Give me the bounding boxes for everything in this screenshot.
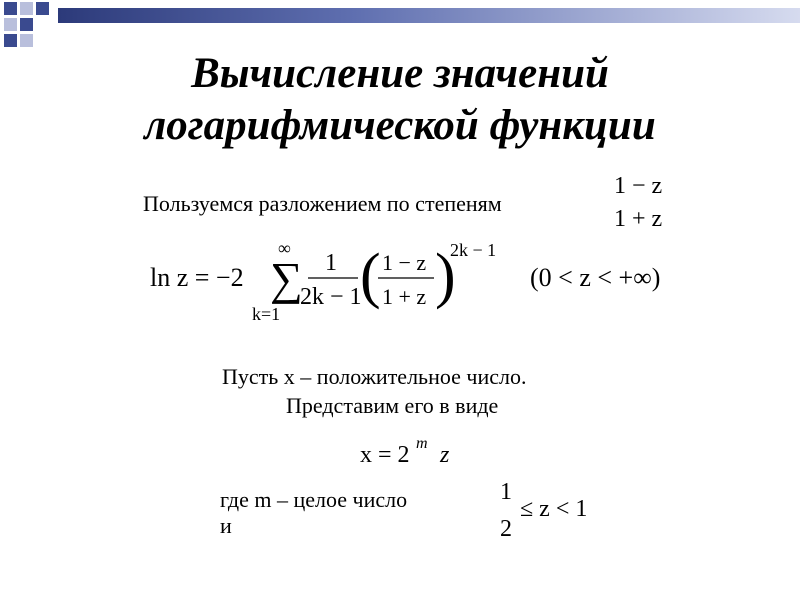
square-decoration [4,2,17,15]
square-decoration [4,34,17,47]
representation-formula [358,430,478,474]
left-paren: ( [360,242,381,310]
header-gradient-bar [58,8,800,23]
sum-upper-limit: ∞ [278,238,291,258]
coef-numerator: 1 [325,250,337,276]
fraction-numerator: 1 − z [614,173,663,199]
where-text-line-2: и [220,513,232,538]
inequality-rest: ≤ z < 1 [520,496,588,522]
domain-condition: (0 < z < +∞) [530,263,661,292]
where-text-line-1: где m – целое число [220,487,408,512]
fraction-denominator: 1 + z [614,206,663,232]
representation-exponent: m [416,435,428,452]
expansion-fraction [600,168,680,238]
intro-text: Пользуемся разложением по степеням [143,191,502,216]
right-paren: ) [435,242,456,310]
representation-z: z [440,442,450,468]
inequality-denominator: 2 [500,516,512,542]
title-line-1: Вычисление значений [191,50,609,97]
inequality-formula [490,474,610,544]
coef-denominator: 2k − 1 [300,284,362,310]
exponent: 2k − 1 [450,240,497,260]
representation-lhs: x = 2 [360,442,410,468]
square-decoration [20,2,33,15]
paragraph-line-2: Представим его в виде [286,393,499,418]
square-decoration [20,18,33,31]
square-decoration [4,18,17,31]
inner-numerator: 1 − z [382,250,427,275]
summation-sign: ∑ [270,253,303,304]
inequality-numerator: 1 [500,479,512,505]
sum-lower-limit: k=1 [252,304,281,324]
slide-title [0,48,800,152]
inner-denominator: 1 + z [382,284,427,309]
series-formula [150,232,710,332]
paragraph-line-1: Пусть x – положительное число. [222,364,527,389]
square-decoration [20,34,33,47]
formula-lhs: ln z = −2 [150,263,244,292]
title-line-2: логарифмической функции [144,102,656,149]
square-decoration [36,2,49,15]
